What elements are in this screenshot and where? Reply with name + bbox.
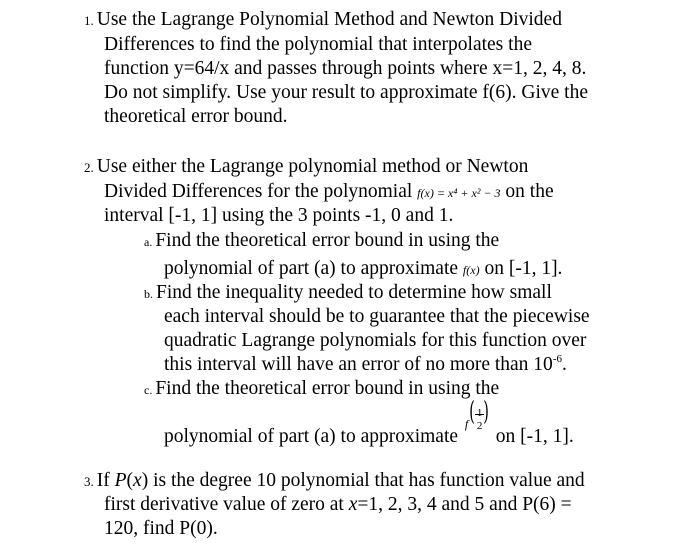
part-a-text-2: polynomial of part (a) to approximate [164, 258, 459, 279]
problem-2-line-1 [84, 155, 528, 180]
problem-3-text-2a: first derivative value of zero at [104, 494, 349, 515]
problem-2-line-2 [104, 180, 554, 205]
problem-1-line-2: Differences to find the polynomial that interpolates the [104, 34, 532, 55]
problem-3-text-2b: =1, 2, 3, 4 and 5 and P(6) = [357, 494, 572, 515]
part-b-line-1 [144, 281, 552, 306]
part-c-text-3: on [-1, 1]. [495, 426, 574, 447]
part-c-line-2 [164, 397, 574, 449]
problem-3-x: x [133, 470, 142, 491]
problem-3-text-1a: If [96, 470, 115, 491]
problem-3-number: 3. [84, 474, 94, 489]
part-b-line-4 [164, 353, 567, 377]
part-c-label: c. [144, 383, 153, 397]
problem-3-line-3: 120, find P(0). [104, 518, 218, 539]
part-c-text-1: Find the theoretical error bound in using the [155, 378, 500, 399]
fraction-denominator: 2 [476, 420, 483, 432]
problem-3-text-1b: ) is the degree 10 polynomial that has function value and [141, 470, 585, 491]
f-of-one-half [463, 397, 491, 446]
problem-2-line-3: interval [-1, 1] using the 3 points -1, 0 and 1. [104, 205, 454, 226]
part-a-text-1: Find the theoretical error bound in using the [155, 230, 500, 251]
problem-1-number: 1. [84, 13, 94, 28]
part-a-label: a. [144, 235, 153, 249]
part-b-line-2: each interval should be to guarantee that the piecewise [164, 306, 590, 327]
right-paren: ) [483, 397, 489, 427]
part-c-text-2: polynomial of part (a) to approximate [164, 426, 459, 447]
part-a-function: f(x) [462, 263, 480, 277]
problem-1-line-5: theoretical error bound. [104, 106, 288, 127]
part-b-end: . [561, 354, 567, 375]
fraction-numerator: 1 [476, 407, 483, 419]
problem-1-line-4: Do not simplify. Use your result to approximate f(6). Give the [104, 82, 588, 103]
problem-3-x2: x [348, 494, 358, 515]
problem-2-text-2b: on the [505, 181, 554, 202]
problem-3-paren: ( [126, 470, 134, 491]
polynomial-formula: f(x) = x⁴ + x² − 3 [417, 186, 501, 200]
part-a-line-1 [144, 229, 499, 254]
part-a-line-2 [164, 257, 562, 282]
problem-3-line-1 [84, 469, 585, 494]
left-paren: ( [469, 397, 475, 427]
part-b-text-4: this interval will have an error of no more than 10 [164, 354, 553, 375]
part-b-line-3: quadratic Lagrange polynomials for this function over [164, 330, 587, 351]
problem-2-text-2: Divided Differences for the polynomial [104, 181, 413, 202]
f-symbol: f [464, 417, 469, 431]
problem-3-P: P [114, 470, 127, 491]
problem-1-text-1: Use the Lagrange Polynomial Method and Newton Divided [96, 9, 562, 30]
problem-3-line-2 [104, 493, 572, 517]
part-c-line-1 [144, 377, 499, 402]
problem-1-line-1 [84, 8, 562, 33]
part-b-text-1: Find the inequality needed to determine how small [156, 282, 552, 303]
problem-1-line-3: function y=64/x and passes through points where x=1, 2, 4, 8. [104, 58, 587, 79]
part-b-exponent: -6 [552, 353, 562, 365]
problem-2-number: 2. [84, 160, 94, 175]
problem-2-text-1: Use either the Lagrange polynomial method or Newton [96, 156, 529, 177]
part-b-label: b. [144, 287, 153, 301]
part-a-text-3: on [-1, 1]. [484, 258, 563, 279]
